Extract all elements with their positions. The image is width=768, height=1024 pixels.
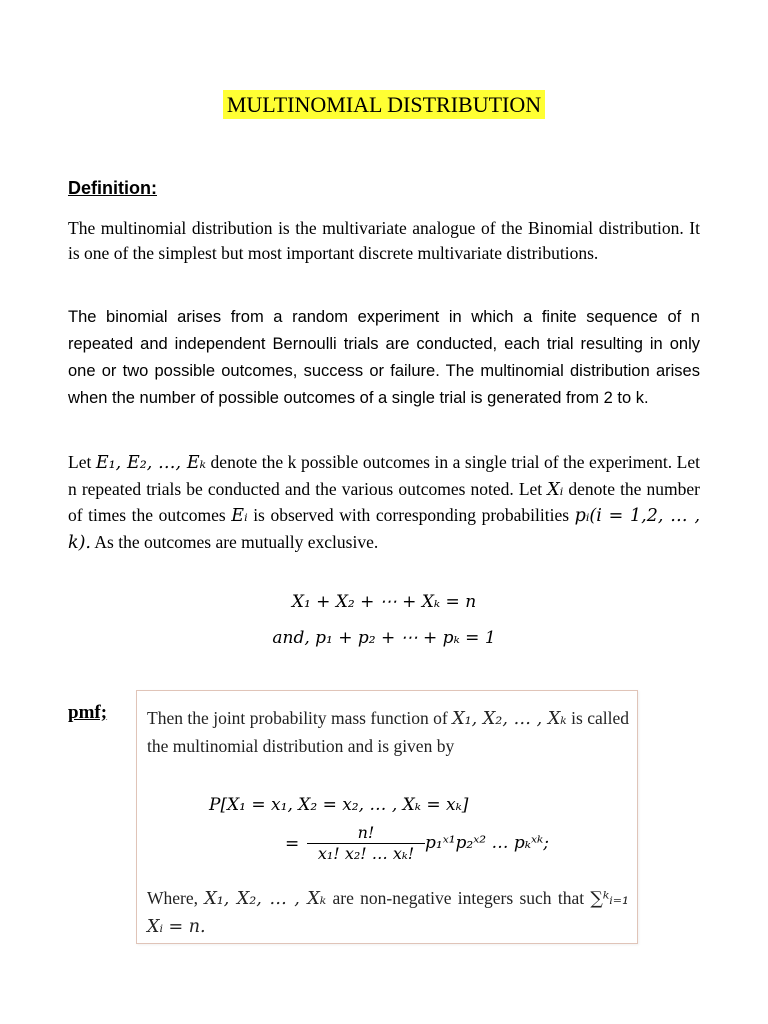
events-expression: E₁, E₂, …, Eₖ: [95, 453, 206, 473]
fraction-denominator: x₁! x₂! … xₖ!: [317, 844, 415, 863]
pmf-formula-lhs: P[X₁ = x₁, X₂ = x₂, … , Xₖ = xₖ]: [209, 795, 469, 815]
page-title: MULTINOMIAL DISTRIBUTION: [0, 92, 768, 118]
paragraph-definition: The multinomial distribution is the multivariate analogue of the Binomial distribution. It is one of the simplest but most important discrete multivariate distributions.: [68, 218, 700, 263]
pmf-equals-sign: =: [285, 834, 300, 854]
paragraph-binomial: The binomial arises from a random experiment in which a finite sequence of n repeated and independent Bernoulli trials are conducted, each trial resulting in only one or two possible outcomes, success or failure. The multinomial distribution arises when the number of possible outcomes of a single trial is generated from 2 to k.: [68, 308, 700, 407]
pmf-intro: Then the joint probability mass function of X₁, X₂, … , Xₖ is called the multinomial distribution and is given by: [147, 708, 629, 756]
fraction-numerator: n!: [307, 823, 425, 844]
definition-heading: Definition:: [68, 178, 157, 198]
pmf-product: p₁ˣ¹p₂ˣ² … pₖˣᵏ;: [425, 833, 549, 853]
equation-sum-x: X₁ + X₂ + ⋯ + Xₖ = n: [291, 592, 477, 612]
xi-expression: Xᵢ: [547, 479, 564, 500]
paragraph-outcomes: Let E₁, E₂, …, Eₖ denote the k possible outcomes in a single trial of the experiment. Let n repeated trials be conducted and the various outcomes noted. Let Xᵢ denote the number of times the outcomes Eᵢ is observed with corresponding probabilities pᵢ(i = 1,2, … , k). As the outcomes are mutually exclusive.: [68, 452, 701, 553]
pmf-box: [136, 690, 638, 944]
equation-sum-p: and, p₁ + p₂ + ⋯ + pₖ = 1: [272, 628, 496, 648]
pmf-label: pmf;: [68, 702, 108, 723]
pmf-fraction: [307, 823, 425, 863]
ei-expression: Eᵢ: [231, 506, 248, 526]
pi-expression: pᵢ(i = 1,2, … , k).: [68, 506, 701, 553]
pmf-where-clause: Where, X₁, X₂, … , Xₖ are non-negative integers such that ∑ᵏᵢ₌₁ Xᵢ = n.: [147, 888, 630, 937]
